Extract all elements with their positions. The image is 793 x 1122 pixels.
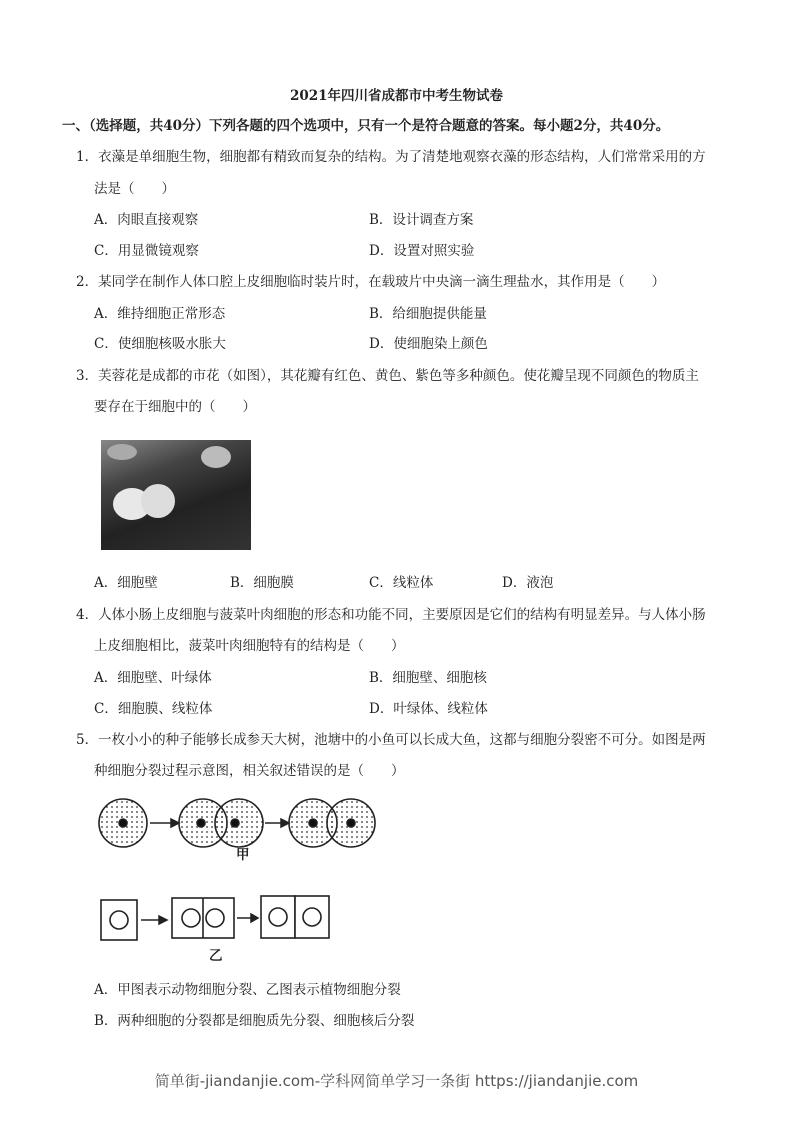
option-d: D．液泡 [502, 575, 554, 591]
option-c: C．线粒体 [369, 575, 434, 591]
option-c: C．用显微镜观察 [94, 243, 199, 259]
section-heading: 一、（选择题，共40分）下列各题的四个选项中，只有一个是符合题意的答案。每小题2分，共40分。 [62, 118, 670, 134]
option-b: B．给细胞提供能量 [369, 306, 487, 322]
cell-division-diagram [95, 790, 395, 960]
hibiscus-flower-photo [101, 440, 251, 550]
page-title: 2021年四川省成都市中考生物试卷 [289, 88, 504, 104]
option-b: B．两种细胞的分裂都是细胞质先分裂、细胞核后分裂 [94, 1013, 415, 1029]
question-5-line-1: 5．一枚小小的种子能够长成参天大树，池塘中的小鱼可以长成大鱼，这都与细胞分裂密不可分。如图是两 [76, 732, 706, 748]
question-4-line-1: 4．人体小肠上皮细胞与菠菜叶肉细胞的形态和功能不同，主要原因是它们的结构有明显差异。与人体小肠 [76, 607, 706, 623]
option-a: A．细胞壁 [94, 575, 158, 591]
option-b: B．细胞膜 [230, 575, 294, 591]
option-d: D．叶绿体、线粒体 [369, 701, 488, 717]
question-2-line-1: 2．某同学在制作人体口腔上皮细胞临时装片时，在载玻片中央滴一滴生理盐水，其作用是（ ） [76, 274, 666, 290]
option-c: C．使细胞核吸水胀大 [94, 336, 226, 352]
question-3-line-2: 要存在于细胞中的（ ） [94, 399, 256, 415]
option-a: A．细胞壁、叶绿体 [94, 670, 212, 686]
option-d: D．设置对照实验 [369, 243, 475, 259]
question-4-line-2: 上皮细胞相比，菠菜叶肉细胞特有的结构是（ ） [94, 638, 405, 654]
option-a: A．维持细胞正常形态 [94, 306, 226, 322]
footer-watermark: 简单街-jiandanjie.com-学科网简单学习一条街 https://jiandanjie.com [154, 1072, 639, 1090]
option-a: A．肉眼直接观察 [94, 212, 199, 228]
option-d: D．使细胞染上颜色 [369, 336, 488, 352]
option-b: B．设计调查方案 [369, 212, 474, 228]
figure-label-jia: 甲 [236, 847, 250, 863]
figure-label-yi: 乙 [209, 948, 223, 964]
option-a: A．甲图表示动物细胞分裂、乙图表示植物细胞分裂 [94, 982, 401, 998]
question-1-line-1: 1．衣藻是单细胞生物，细胞都有精致而复杂的结构。为了清楚地观察衣藻的形态结构，人们常常采用的方 [76, 149, 706, 165]
option-b: B．细胞壁、细胞核 [369, 670, 487, 686]
question-3-line-1: 3．芙蓉花是成都的市花（如图），其花瓣有红色、黄色、紫色等多种颜色。使花瓣呈现不同颜色的物质主 [76, 368, 699, 384]
question-5-line-2: 种细胞分裂过程示意图，相关叙述错误的是（ ） [94, 763, 405, 779]
option-c: C．细胞膜、线粒体 [94, 701, 213, 717]
question-1-line-2: 法是（ ） [94, 181, 175, 197]
